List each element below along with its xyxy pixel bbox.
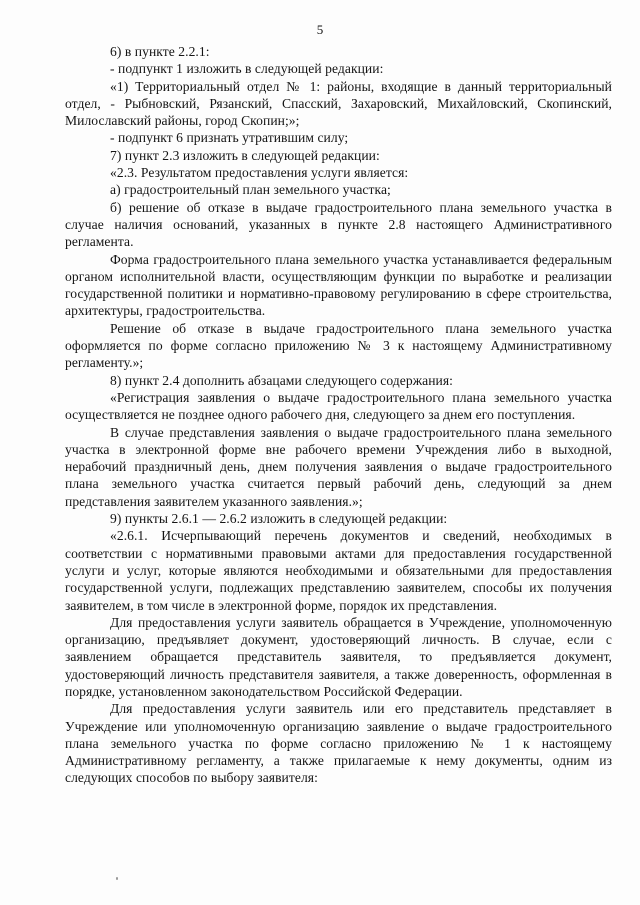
paragraph-applicant-identity: Для предоставления услуги заявитель обращается в Учреждение, уполномоченную организацию, предъявляет документ, удостоверяющий личность. В случае, если с заявлением обращается представитель заявителя, то предъявляется документ, удостоверяющий личность представителя заявителя, а также доверенность, оформленная в порядке, установленном законодательством Российской Федерации. — [65, 614, 612, 699]
paragraph-subitem-6: - подпункт 6 признать утратившим силу; — [110, 130, 349, 146]
paragraph-item-7: 7) пункт 2.3 изложить в следующей редакции: — [110, 147, 380, 163]
paragraph-result-b: б) решение об отказе в выдаче градостроительного плана земельного участка в случае наличия оснований, указанных в пункте 2.8 настоящего Административного регламента. — [65, 199, 612, 250]
document-body — [65, 43, 612, 787]
page-number: 5 — [316, 22, 324, 37]
paragraph-2-6-1: «2.6.1. Исчерпывающий перечень документов и сведений, необходимых в соответствии с нормативными правовыми актами для предоставления государственной услуги и услуг, которые являются необходимыми и обязательными для предоставления государственной услуги, подлежащих представлению заявителем, способы их получения заявителем, в том числе в электронной форме, порядок их представления. — [65, 528, 612, 613]
paragraph-item-9: 9) пункты 2.6.1 — 2.6.2 изложить в следующей редакции: — [110, 511, 448, 527]
scan-speck — [116, 877, 118, 880]
paragraph-result-2-3: «2.3. Результатом предоставления услуги является: — [110, 165, 409, 181]
paragraph-plan-form: Форма градостроительного плана земельного участка устанавливается федеральным органом исполнительной власти, осуществляющим функции по выработке и реализации государственной политики и нормативно-правовому регулированию в сфере строительства, архитектуры, градостроительства. — [65, 251, 612, 319]
paragraph-electronic-submission: В случае представления заявления о выдаче градостроительного плана земельного участка в электронной форме вне рабочего времени Учреждения либо в выходной, нерабочий праздничный день, днем получения заявления о выдаче градостроительного плана земельного участка считается первый рабочий день, следующий за днем представления заявителем указанного заявления.»; — [65, 424, 612, 509]
paragraph-item-8: 8) пункт 2.4 дополнить абзацами следующего содержания: — [110, 372, 454, 388]
paragraph-result-a: а) градостроительный план земельного участка; — [110, 182, 391, 198]
paragraph-registration: «Регистрация заявления о выдаче градостроительного плана земельного участка осуществляется не позднее одного рабочего дня, следующего за днем его поступления. — [65, 389, 612, 423]
paragraph-territorial-department: «1) Территориальный отдел № 1: районы, входящие в данный территориальный отдел, - Рыбновский, Рязанский, Спасский, Захаровский, Михайловский, Скопинский, Милославский районы, город Скопин;»; — [65, 78, 612, 129]
paragraph-subitem-1: - подпункт 1 изложить в следующей редакции: — [110, 61, 384, 77]
paragraph-refusal-form: Решение об отказе в выдаче градостроительного плана земельного участка оформляется по форме согласно приложению № 3 к настоящему Административному регламенту.»; — [65, 320, 612, 371]
paragraph-item-6: 6) в пункте 2.2.1: — [110, 44, 210, 59]
paragraph-application-submission: Для предоставления услуги заявитель или его представитель представляет в Учреждение или уполномоченную организацию заявление о выдаче градостроительного плана земельного участка по форме согласно приложению № 1 к настоящему Административному регламенту, а также прилагаемые к нему документы, одним из следующих способов по выбору заявителя: — [65, 701, 612, 786]
